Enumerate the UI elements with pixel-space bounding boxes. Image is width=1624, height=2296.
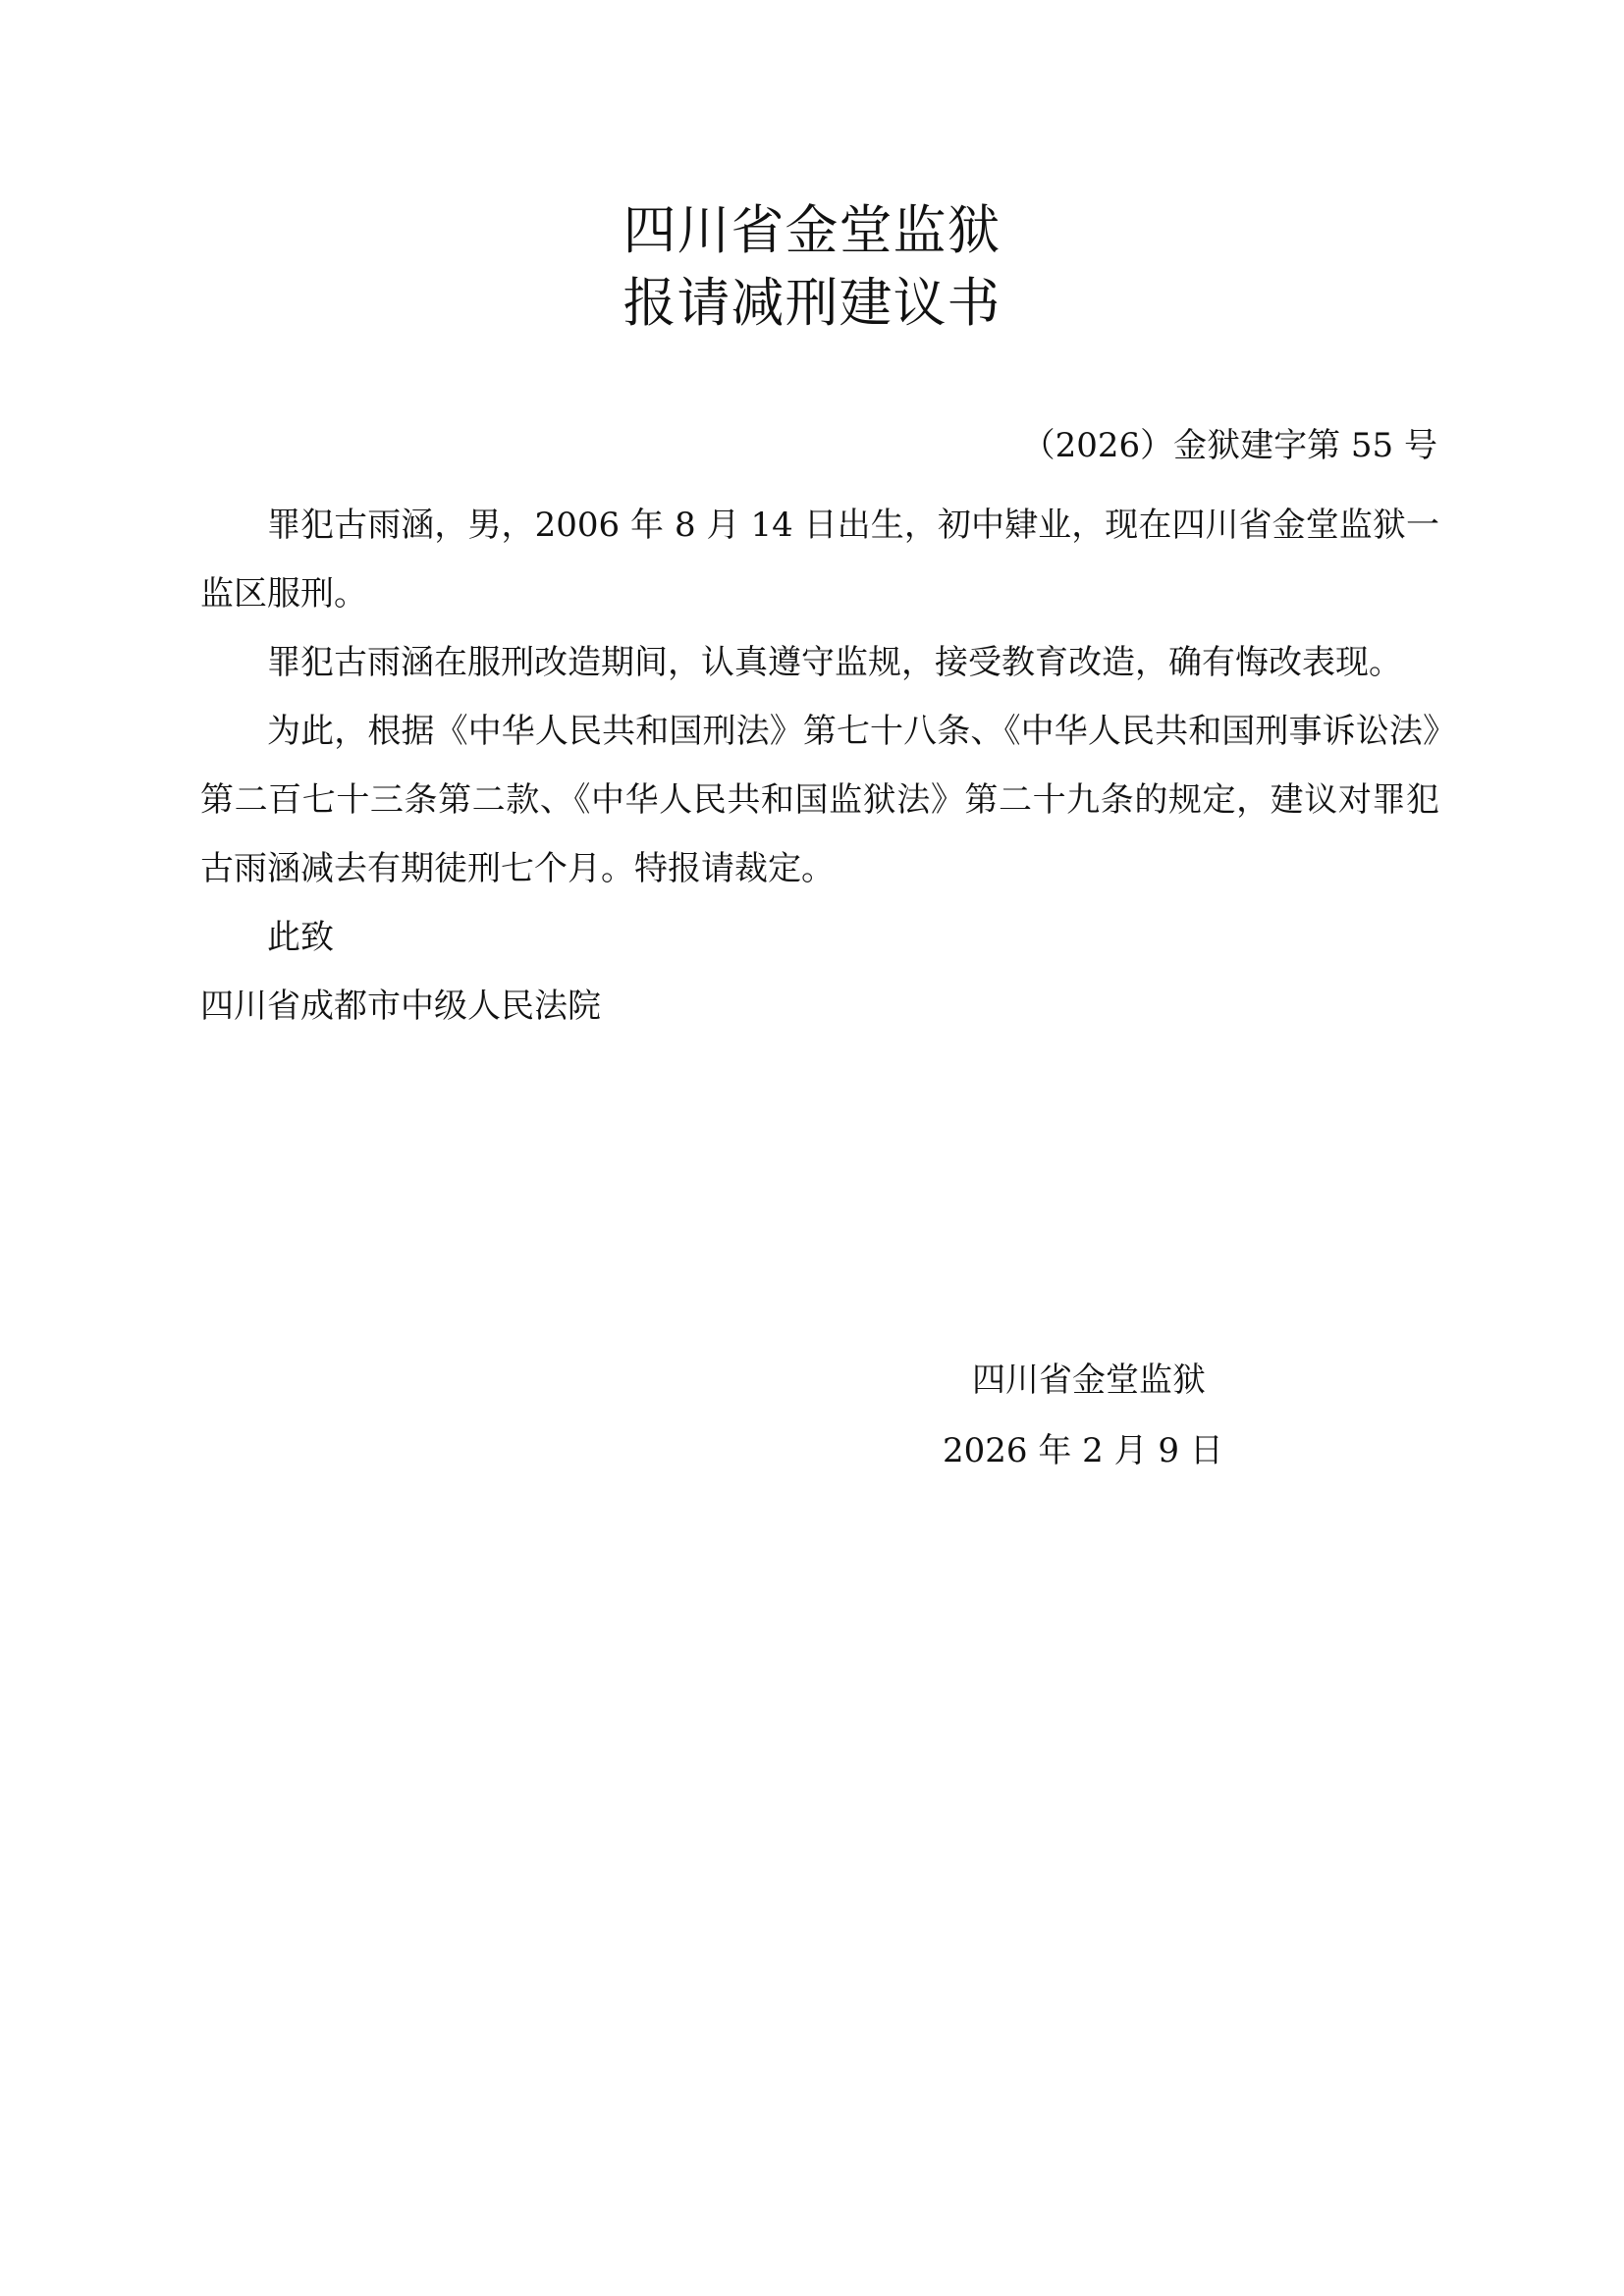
document-title <box>0 194 1624 340</box>
document-number: （2026）金狱建字第 55 号 <box>1021 426 1437 465</box>
salutation: 此致 <box>267 918 334 957</box>
title-line-2: 报请减刑建议书 <box>623 272 1001 334</box>
signature-date: 2026 年 2 月 9 日 <box>943 1431 1223 1470</box>
paragraph-performance: 罪犯古雨涵在服刑改造期间，认真遵守监规，接受教育改造，确有悔改表现。 <box>267 643 1402 682</box>
paragraph-legal-basis: 为此，根据《中华人民共和国刑法》第七十八条、《中华人民共和国刑事诉讼法》第二百七十三条第二款、《中华人民共和国监狱法》第二十九条的规定，建议对罪犯古雨涵减去有期徒刑七个月。特报请裁定。 <box>200 712 1439 888</box>
recipient: 四川省成都市中级人民法院 <box>200 987 601 1026</box>
signature-block <box>943 1345 1223 1486</box>
title-line-1: 四川省金堂监狱 <box>623 199 1001 261</box>
document-body <box>200 491 1439 1041</box>
paragraph-offender-info: 罪犯古雨涵，男，2006 年 8 月 14 日出生，初中肄业，现在四川省金堂监狱一监区服刑。 <box>200 506 1439 614</box>
signature-organization: 四川省金堂监狱 <box>972 1361 1206 1400</box>
